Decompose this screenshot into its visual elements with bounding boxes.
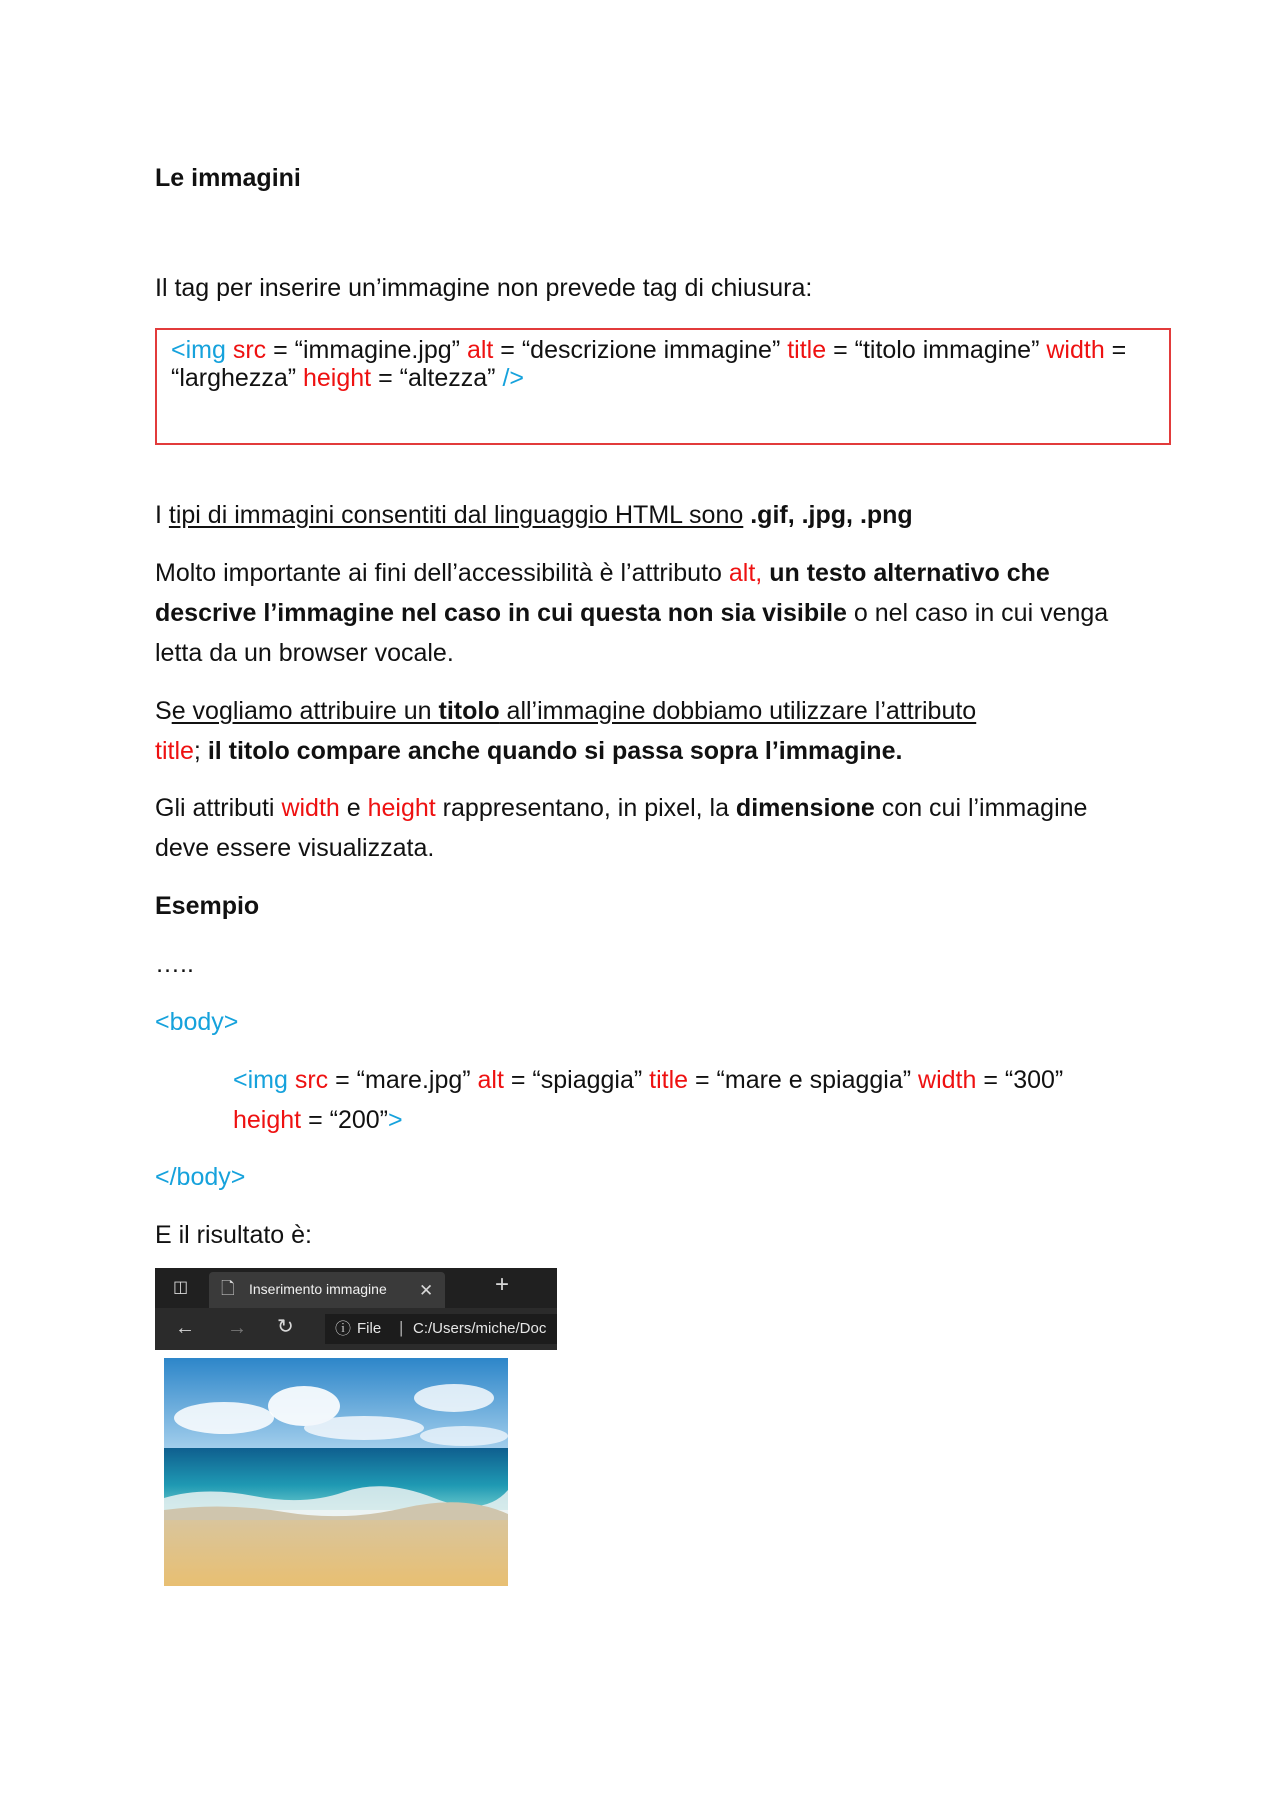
code-token: = “immagine.jpg” <box>266 336 467 364</box>
code-token: = “300” <box>976 1066 1064 1094</box>
text-run: con cui l’immagine deve essere visualizzata. <box>155 794 1088 862</box>
browser-tab[interactable] <box>209 1272 445 1308</box>
address-path: C:/Users/miche/Doc <box>413 1320 547 1337</box>
text-run: title <box>155 737 194 765</box>
info-icon[interactable]: ⓘ <box>335 1321 352 1338</box>
address-separator: | <box>399 1318 404 1337</box>
example-img-code <box>155 1060 1135 1140</box>
code-token: /> <box>502 364 524 392</box>
ellipsis-text: ….. <box>155 950 194 978</box>
code-token: title <box>649 1066 689 1094</box>
text-run: height <box>367 794 436 822</box>
text-run: un testo alternativo che descrive l’immagine nel caso in cui questa non sia visibile <box>155 559 1050 627</box>
browser-tab-bar <box>155 1268 557 1308</box>
code-token: src <box>287 1066 329 1094</box>
text-run: .gif, .jpg, .png <box>750 501 913 529</box>
code-token: = “mare e spiaggia” <box>688 1066 919 1094</box>
code-token: = “titolo immagine” <box>826 336 1047 364</box>
code-token: height <box>233 1106 302 1134</box>
text-run: titolo <box>438 697 500 725</box>
text-run: o nel caso in cui venga letta da un browser vocale. <box>155 599 1109 667</box>
code-token: src <box>225 336 267 364</box>
intro-paragraph: Il tag per inserire un’immagine non prevede tag di chiusura: <box>155 274 813 302</box>
example-heading: Esempio <box>155 892 260 920</box>
code-token: width <box>918 1066 977 1094</box>
tab-actions-icon[interactable]: ◫ <box>173 1279 189 1296</box>
browser-screenshot <box>155 1268 557 1350</box>
alt-paragraph <box>155 553 1135 673</box>
text-run: width <box>281 794 340 822</box>
code-token: > <box>387 1106 403 1134</box>
text-run: tipi di immagini consentiti dal linguaggio HTML sono <box>168 501 744 529</box>
text-run: rappresentano, in pixel, la <box>435 794 736 822</box>
text-run: e <box>339 794 368 822</box>
text-run: I <box>155 501 169 529</box>
text-run: e vogliamo attribuire un <box>171 697 439 725</box>
beach-photo-drawing <box>164 1358 508 1586</box>
text-run: alt, <box>728 559 763 587</box>
refresh-icon[interactable]: ↻ <box>277 1316 294 1338</box>
beach-photo <box>164 1358 508 1586</box>
address-bar[interactable] <box>325 1314 557 1344</box>
code-token: = “larghezza” <box>171 336 1127 392</box>
code-token: height <box>303 364 372 392</box>
text-run: il titolo compare anche quando si passa sopra l’immagine. <box>207 737 903 765</box>
code-example-box <box>155 328 1171 445</box>
title-paragraph <box>155 691 1135 771</box>
code-token: = “descrizione immagine” <box>493 336 788 364</box>
page-icon: 🗋 <box>221 1279 235 1298</box>
body-open-tag: <body> <box>155 1008 239 1036</box>
plus-icon[interactable]: + <box>495 1271 510 1298</box>
image-types-paragraph <box>155 495 1135 535</box>
text-run: Gli attributi <box>155 794 282 822</box>
code-token: width <box>1046 336 1105 364</box>
code-token: = “200” <box>301 1106 388 1134</box>
forward-arrow-icon[interactable]: → <box>227 1317 247 1339</box>
text-run: all’immagine dobbiamo utilizzare l’attributo <box>499 697 977 725</box>
text-run: ; <box>193 737 208 765</box>
code-token: <img <box>233 1066 288 1094</box>
result-label: E il risultato è: <box>155 1221 313 1249</box>
text-run: Molto importante ai fini dell’accessibilità è l’attributo <box>155 559 729 587</box>
code-token: title <box>787 336 827 364</box>
code-token: alt <box>466 336 494 364</box>
body-close-tag: </body> <box>155 1163 246 1191</box>
code-token: = “mare.jpg” <box>328 1066 478 1094</box>
document-title: Le immagini <box>155 164 301 192</box>
code-token: <img <box>171 336 226 364</box>
browser-tab-title: Inserimento immagine <box>249 1281 387 1297</box>
text-run: dimensione <box>735 794 875 822</box>
address-file-label: File <box>357 1320 382 1337</box>
code-token: = “spiaggia” <box>503 1066 650 1094</box>
close-icon[interactable]: ✕ <box>419 1281 434 1300</box>
size-paragraph <box>155 788 1135 868</box>
code-token: = “altezza” <box>371 364 503 392</box>
text-run: S <box>155 697 172 725</box>
code-token: alt <box>477 1066 504 1094</box>
back-arrow-icon[interactable]: ← <box>175 1317 195 1339</box>
